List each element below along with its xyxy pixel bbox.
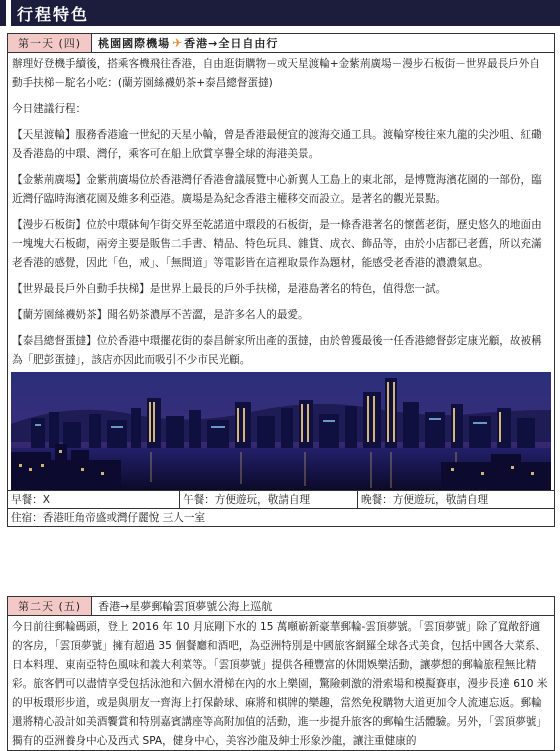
day1-paragraph: 【漫步石板街】位於中環砵甸乍街交界至乾諾道中環段的石板街，是一條香港著名的懷舊老街，歷史悠久的地面由一塊塊大石板砌，兩旁主要是販售二手書、精品、特色玩具、雜貨、成衣、飾品等，由於小店都已老舊，所以充滿老香港的感覺，因此「色，戒」、「無間道」等電影皆在這裡取景作為題材，能感受老香港的濃濃氣息。 bbox=[12, 219, 542, 269]
day1-paragraph: 【金紫荊廣場】金紫荊廣場位於香港灣仔香港會議展覽中心新翼人工島上的東北部，是博覽海濱花園的一部份，臨近灣仔臨時海濱花園及維多利亞港。廣場是為紀念香港主權移交而設立。是著名的觀光景點。 bbox=[12, 174, 542, 205]
day2-route: 香港→星夢郵輪雲頂夢號公海上巡航 bbox=[92, 597, 554, 615]
day1-block bbox=[7, 33, 555, 527]
day1-suggest: 今日建議行程： bbox=[12, 103, 87, 115]
airplane-icon: ✈ bbox=[172, 36, 183, 50]
breakfast-cell: 早餐：X bbox=[8, 491, 180, 508]
day2-text: 今日前往郵輪碼頭，登上 2016 年 10 月底剛下水的 15 萬噸嶄新豪華郵輪-雲頂夢號。「雲頂夢號」除了寬敞舒適的客房，「雲頂夢號」擁有超過 35 個餐廳和酒吧，為亞洲特別是中國旅客網羅全球各式美食，包括中國各大菜系、日本料理、東南亞特色風味和義大利菜等。「雲頂夢號」提供各種豐富的休閒娛樂活動，讓夢想的郵輪旅程無比精彩。旅客們可以盡情享受包括泳池和六個水滑梯在內的水上樂園，驚險刺激的滑索場和模擬賽車，漫步長達 610 米的甲板環形步道，或是與朋友一齊海上打保齡球、麻將和棋牌的樂趣，當然免稅購物大道更加令人流連忘返。郵輪還將精心設計如美酒饗賞和特別嘉賓講座等高附加值的活動，進一步提升旅客的郵輪生活體驗。另外，「雲頂夢號」獨有的亞洲養身中心及西式 SPA，健身中心，美容沙龍及紳士形象沙龍，讓注重健康的 bbox=[12, 621, 548, 747]
day1-route bbox=[92, 34, 554, 52]
day1-route-rest: 香港→全日自由行 bbox=[184, 37, 279, 50]
day2-header bbox=[8, 597, 554, 616]
day1-body bbox=[8, 53, 554, 370]
header-accent-bar bbox=[6, 0, 11, 26]
dinner-cell: 晚餐：方便遊玩，敬請自理 bbox=[361, 494, 489, 506]
day2-block bbox=[7, 596, 555, 751]
lunch-cell: 午餐：方便遊玩，敬請自理 bbox=[180, 491, 358, 508]
day1-paragraph: 【世界最長戶外自動手扶梯】是世界上最長的戶外手扶梯，是港島著名的特色，值得您一試。 bbox=[12, 283, 447, 295]
day1-intro: 辦理好登機手續後，搭乘客機飛往香港，自由逛街購物－或天星渡輪+金紫荊廣場－漫步石板街－世界最長戶外自動手扶梯－駝名小吃：(蘭芳園絲襪奶茶+泰昌總督蛋撻) bbox=[12, 58, 540, 89]
day1-stay: 住宿：香港旺角帝盛或灣仔麗悅 三人一室 bbox=[8, 508, 554, 526]
skyline-illustration bbox=[11, 372, 551, 490]
day1-tag: 第一天 (四) bbox=[8, 34, 92, 52]
section-title: 行程特色 bbox=[17, 4, 90, 24]
hongkong-skyline-photo bbox=[11, 372, 551, 490]
section-header bbox=[0, 0, 560, 26]
day1-route-start: 桃園國際機場 bbox=[98, 37, 171, 50]
day1-meals bbox=[8, 490, 554, 508]
day2-body bbox=[8, 616, 554, 750]
day1-paragraph: 【泰昌總督蛋撻】位於香港中環擺花街的泰昌餅家所出產的蛋撻，由於曾獲最後一任香港總督彭定康光顧，故被稱為「肥彭蛋撻」，該店亦因此而吸引不少市民光顧。 bbox=[12, 335, 542, 366]
day1-paragraph: 【天星渡輪】服務香港逾一世紀的天星小輪，曾是香港最便宜的渡海交通工具。渡輪穿梭往來九龍的尖沙咀、紅磡及香港島的中環、灣仔，乘客可在船上欣賞享譽全球的海港美景。 bbox=[12, 129, 542, 160]
day1-paragraph: 【蘭芳園絲襪奶茶】聞名奶茶濃厚不苦澀，是許多名人的最愛。 bbox=[12, 309, 309, 321]
day2-tag: 第二天 (五) bbox=[8, 597, 92, 615]
day1-header bbox=[8, 34, 554, 53]
